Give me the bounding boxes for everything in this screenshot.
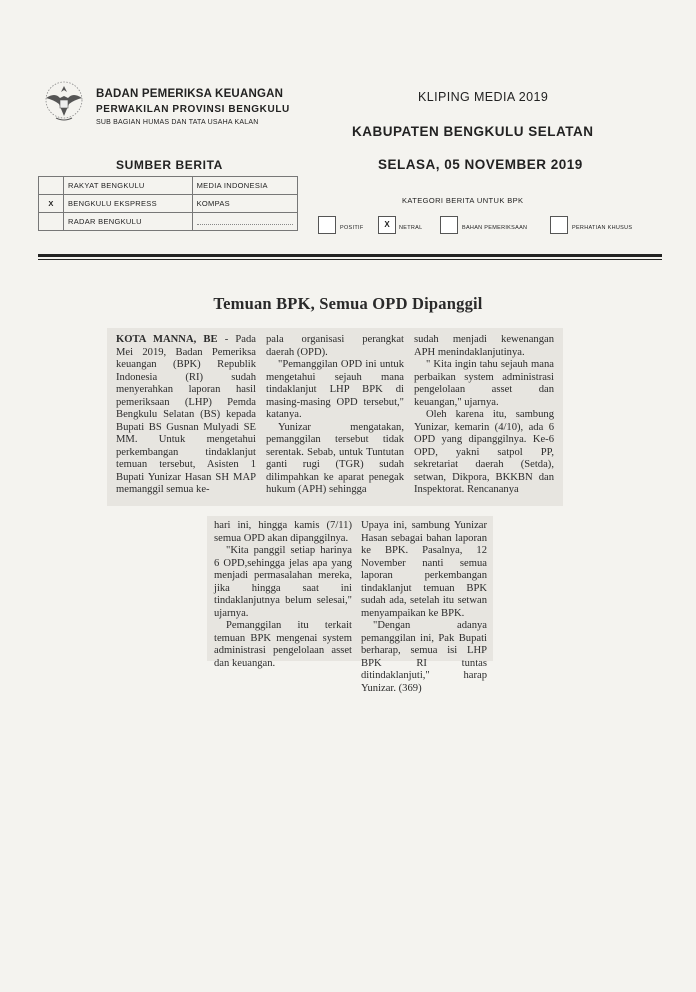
article-paragraph: Pemanggilan itu terkait temuan BPK mengenai system administrasi pengelolaan asset dan keuangan. bbox=[214, 620, 352, 669]
article-paragraph: Oleh karena itu, sambung Yunizar, kemarin (4/10), ada 6 OPD yang dipanggilnya. Ke-6 OPD, yakni satpol PP, sekretariat daerah (Setda), setwan, Dikpora, BKKBN dan Inspektorat. Rencananya bbox=[414, 409, 554, 495]
org-branch: PERWAKILAN PROVINSI BENGKULU bbox=[96, 104, 290, 115]
source-mark bbox=[39, 213, 64, 231]
source-left: RADAR BENGKULU bbox=[64, 213, 193, 231]
article-column-4 bbox=[214, 520, 352, 670]
article-paragraph: "Dengan adanya pemanggilan ini, Pak Bupati berharap, semua isi LHP BPK RI tuntas ditindaklanjuti," harap Yunizar. (369) bbox=[361, 620, 487, 694]
checkbox-label-netral: NETRAL bbox=[399, 225, 423, 231]
sumber-berita-title: SUMBER BERITA bbox=[116, 158, 223, 172]
article-headline: Temuan BPK, Semua OPD Dipanggil bbox=[213, 294, 483, 313]
garuda-emblem-icon bbox=[38, 76, 90, 128]
source-table bbox=[38, 176, 298, 231]
source-left: RAKYAT BENGKULU bbox=[64, 177, 193, 195]
source-right: MEDIA INDONESIA bbox=[192, 177, 297, 195]
kabupaten-title: KABUPATEN BENGKULU SELATAN bbox=[352, 124, 594, 139]
source-mark: X bbox=[39, 195, 64, 213]
checkbox-label-bahan-pemeriksaan: BAHAN PEMERIKSAAN bbox=[462, 225, 528, 231]
source-row bbox=[39, 177, 298, 195]
checkbox-netral[interactable]: X bbox=[378, 216, 396, 234]
org-subdivision: SUB BAGIAN HUMAS DAN TATA USAHA KALAN bbox=[96, 119, 259, 126]
article-paragraph: - Pada Mei 2019, Badan Pemeriksa keuangan (BPK) Republik Indonesia (RI) sudah menyerahkan laporan hasil pemeriksaan (LHP) Pemda Bengkulu Selatan (BS) kepada Bupati BS Gusnan Mulyadi SE MM. Untuk mengetahui perkembangan tindaklanjut temuan tersebut, Asisten 1 Bupati Yunizar Hasan SH MAP memanggil semua ke- bbox=[116, 334, 256, 495]
checkbox-bahan-pemeriksaan[interactable] bbox=[440, 216, 458, 234]
article-paragraph: sudah menjadi kewenangan APH menindaklanjutinya. bbox=[414, 334, 554, 358]
kategori-title: KATEGORI BERITA UNTUK BPK bbox=[402, 196, 524, 205]
source-row bbox=[39, 195, 298, 213]
article-paragraph: "Pemanggilan OPD ini untuk mengetahui sejauh mana tindaklanjut LHP BPK di masing-masing OPD tersebut," katanya. bbox=[266, 359, 404, 420]
source-row bbox=[39, 213, 298, 231]
checkbox-label-positif: POSITIF bbox=[340, 225, 364, 231]
article-dateline: KOTA MANNA, BE bbox=[116, 334, 218, 345]
article-paragraph: hari ini, hingga kamis (7/11) semua OPD akan dipanggilnya. bbox=[214, 520, 352, 544]
source-right: KOMPAS bbox=[192, 195, 297, 213]
article-column-1 bbox=[116, 334, 256, 497]
checkbox-label-perhatian-khusus: PERHATIAN KHUSUS bbox=[572, 225, 633, 231]
date-title: SELASA, 05 NOVEMBER 2019 bbox=[378, 157, 583, 172]
source-mark bbox=[39, 177, 64, 195]
article-paragraph: Yunizar mengatakan, pemanggilan tersebut tidak serentak. Sebab, untuk Tuntutan ganti rugi (TGR) sudah dilimpahkan ke aparat penegak hukum (APH) sehingga bbox=[266, 421, 404, 495]
source-left: BENGKULU EKSPRESS bbox=[64, 195, 193, 213]
article-paragraph: "Kita panggil setiap harinya 6 OPD,sehingga jelas apa yang menjadi permasalahan mereka, jika hingga saat ini tindaklanjutnya belum selesai," ujarnya. bbox=[214, 545, 352, 619]
article-column-5 bbox=[361, 520, 487, 695]
article-paragraph: pala organisasi perangkat daerah (OPD). bbox=[266, 334, 404, 358]
article-paragraph: Upaya ini, sambung Yunizar Hasan sebagai bahan laporan ke BPK. Pasalnya, 12 November nanti semua laporan perkembangan tindaklanjut temuan BPK sudah ada, setelah itu setwan menyampaikan ke BPK. bbox=[361, 520, 487, 619]
kliping-title: KLIPING MEDIA 2019 bbox=[418, 90, 549, 104]
article-column-3 bbox=[414, 334, 554, 497]
checkbox-positif[interactable] bbox=[318, 216, 336, 234]
divider-rule bbox=[38, 254, 662, 257]
org-name: BADAN PEMERIKSA KEUANGAN bbox=[96, 88, 284, 100]
divider-rule bbox=[38, 259, 662, 260]
blank-line bbox=[197, 218, 293, 225]
article-column-2 bbox=[266, 334, 404, 497]
source-right bbox=[192, 213, 297, 231]
checkbox-perhatian-khusus[interactable] bbox=[550, 216, 568, 234]
article-paragraph: " Kita ingin tahu sejauh mana perbaikan system administrasi pengelolaan asset dan keuangan," ujarnya. bbox=[414, 359, 554, 408]
